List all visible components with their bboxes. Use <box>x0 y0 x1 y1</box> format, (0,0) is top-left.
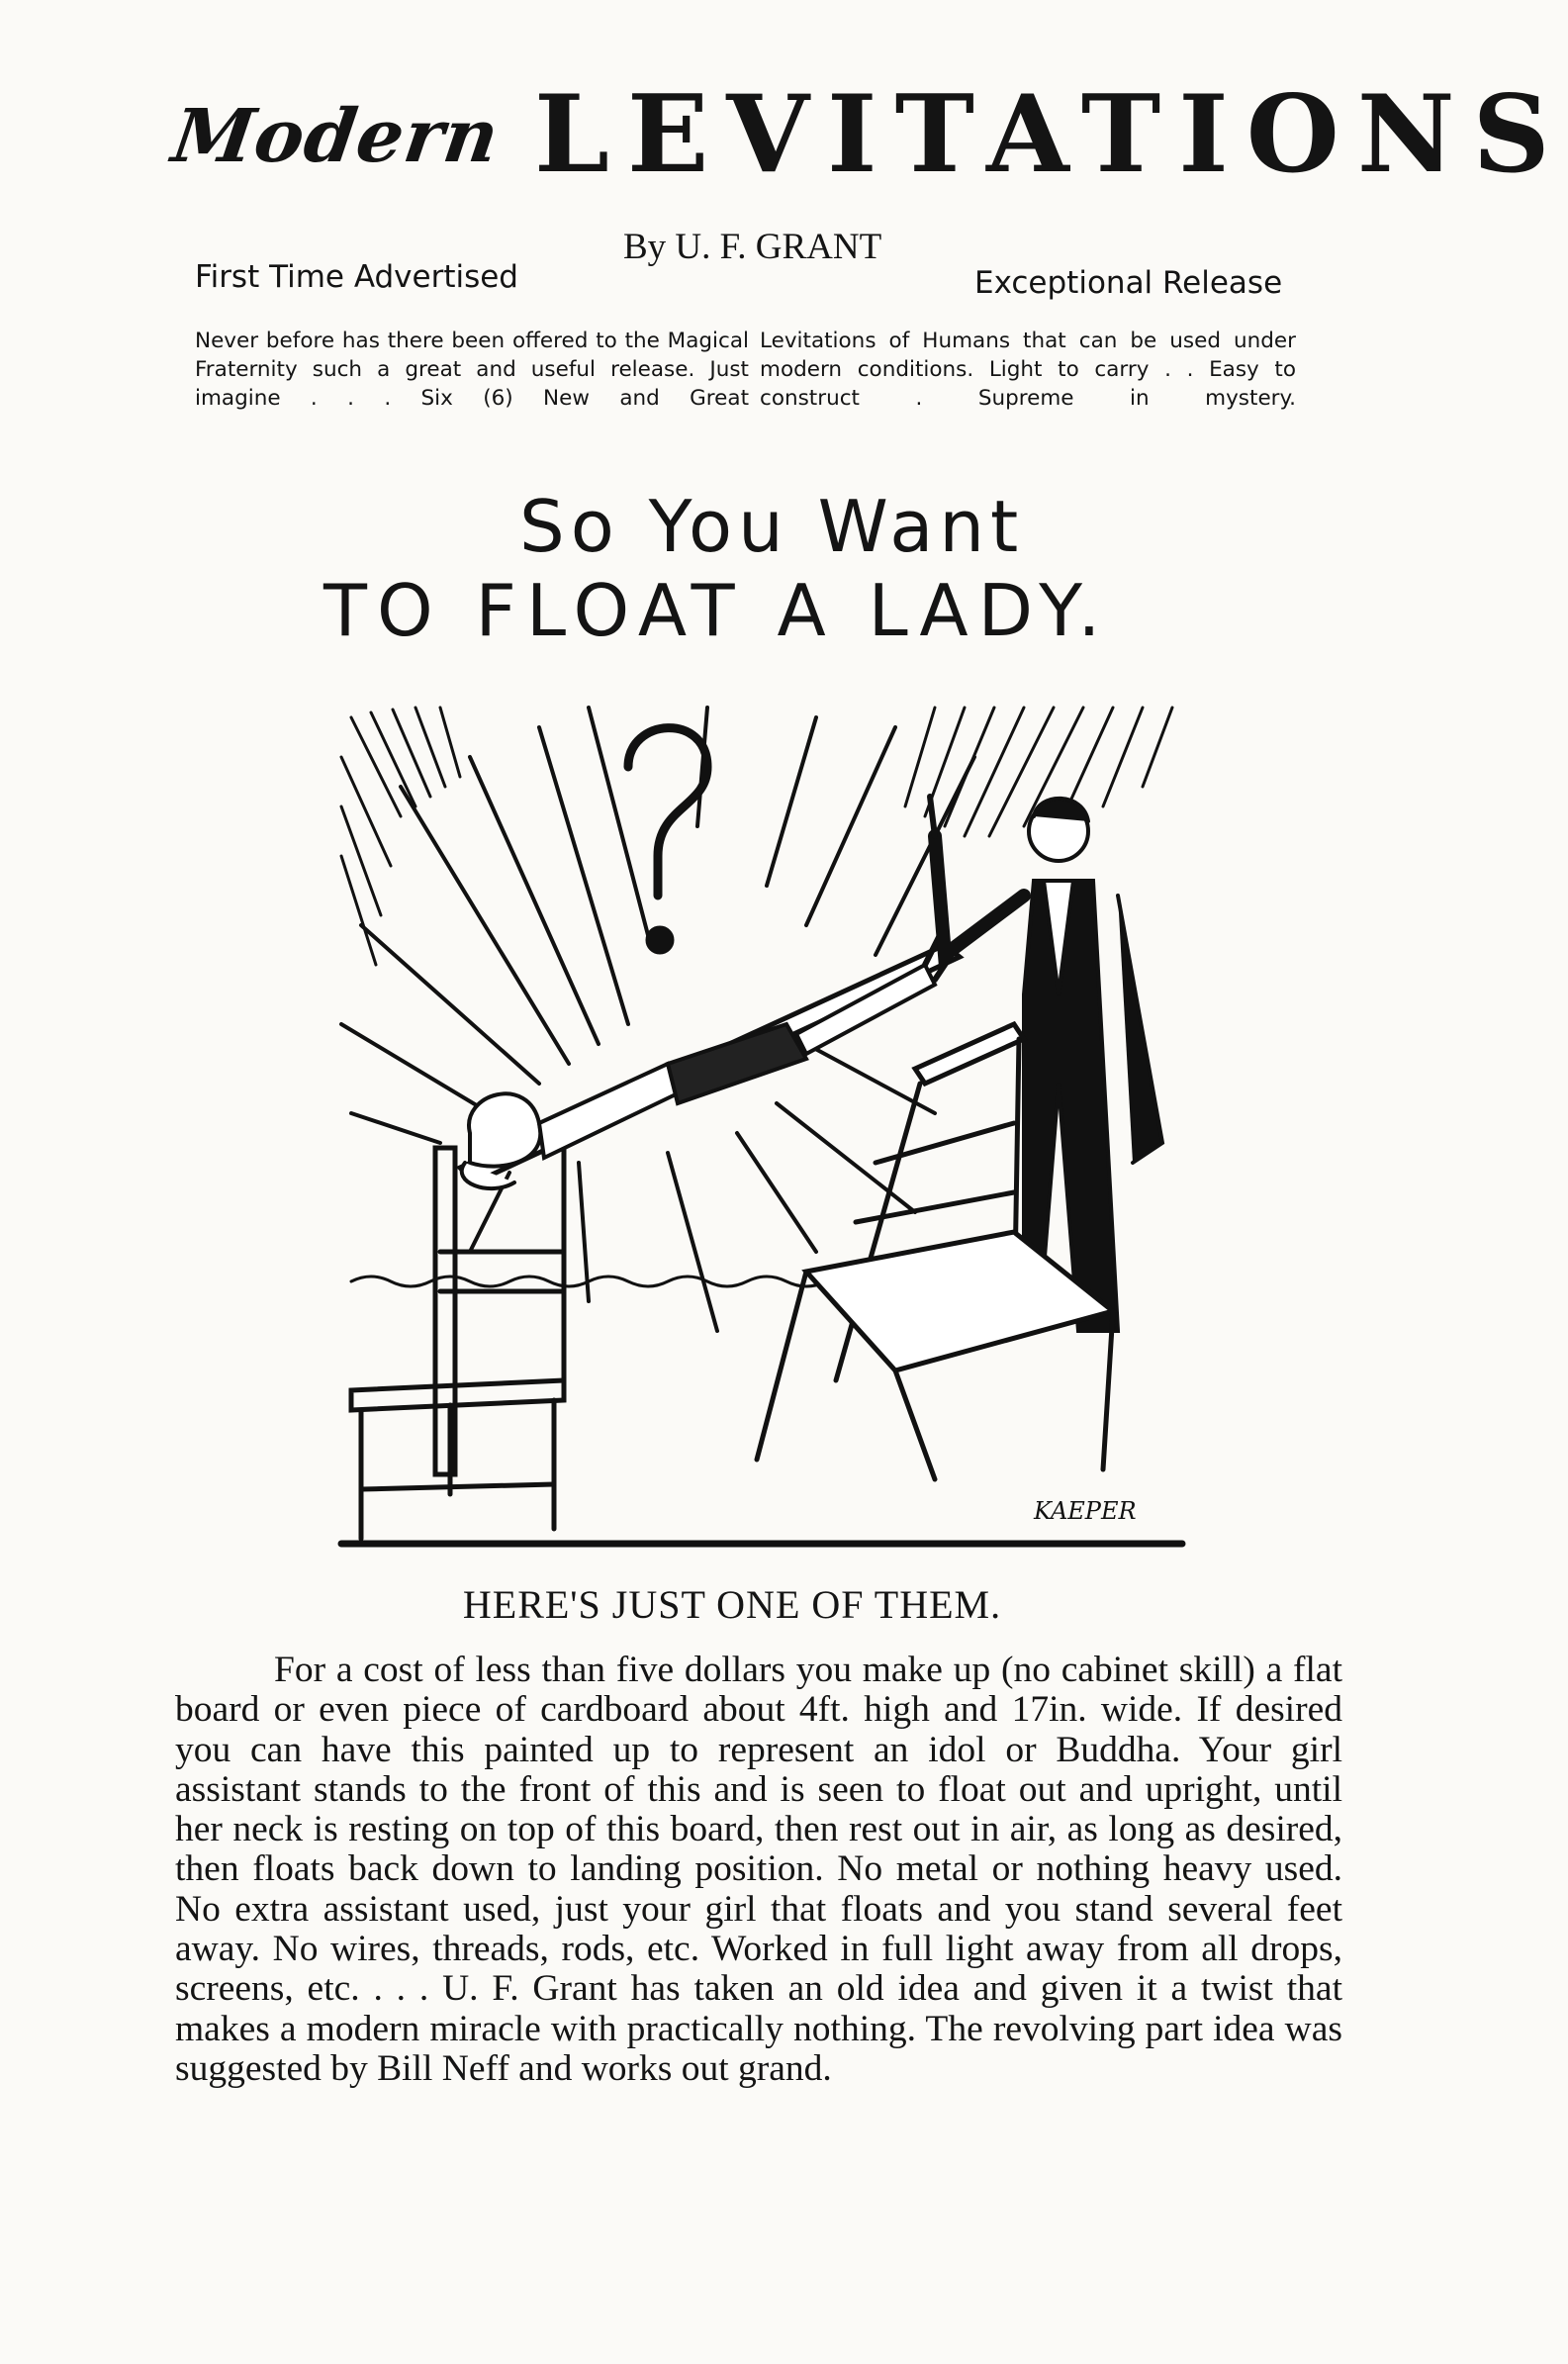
intro-text-right: Levitations of Humans that can be used under modern conditions. Light to carry . . Easy to construct . Supreme in mystery. <box>760 329 1296 411</box>
headline-line-2: TO FLOAT A LADY. <box>323 569 1111 652</box>
floor-line <box>351 1277 866 1286</box>
title-script: Modern <box>166 94 505 179</box>
article-subhead: HERE'S JUST ONE OF THEM. <box>462 1582 1002 1627</box>
exceptional-label: Exceptional Release <box>974 265 1283 301</box>
intro-text-left: Never before has there been offered to the Magical Fraternity such a great and useful release. Just imagine . . . Six (6) New and Great <box>195 329 749 411</box>
page-title: LEVITATIONS <box>534 72 1568 197</box>
question-mark-icon <box>628 728 707 896</box>
headline-line-1: So You Want <box>519 485 1025 568</box>
first-time-label: First Time Advertised <box>195 259 518 295</box>
levitation-illustration <box>341 698 1182 1549</box>
article-body: For a cost of less than five dollars you make up (no cabinet skill) a flat board or even piece of cardboard about 4ft. high and 17in. wide. If desired you can have this painted up to represent an idol or Buddha. Your girl assistant stands to the front of this and is seen to float out and upright, until her neck is resting on top of this board, then rest out in air, as long as desired, then floats back down to landing position. No metal or nothing heavy used. No extra assistant used, just your girl that floats and you stand several feet away. No wires, threads, rods, etc. Worked in full light away from all drops, screens, etc. . . . U. F. Grant has taken an old idea and given it a twist that makes a modern miracle with practically nothing. The revolving part idea was suggested by Bill Neff and works out grand. <box>175 1650 1342 2089</box>
artist-signature: KAEPER <box>1034 1497 1137 1525</box>
author-byline: By U. F. GRANT <box>623 227 882 267</box>
left-chair <box>351 1148 564 1539</box>
